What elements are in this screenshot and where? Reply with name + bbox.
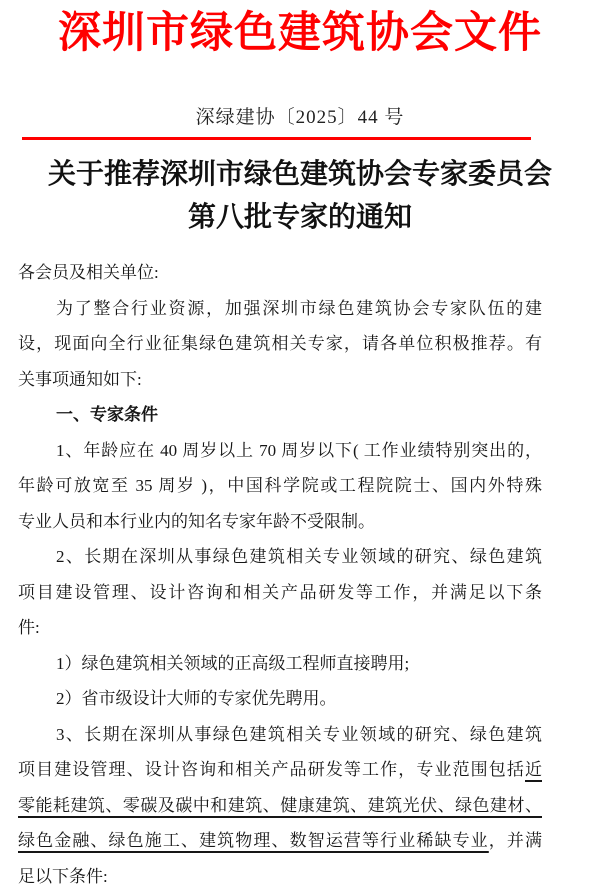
document-title-line-1: 关于推荐深圳市绿色建筑协会专家委员会 — [47, 159, 552, 190]
underlined-specialties-segment: 零能耗建筑、零碳及碳中和建筑、健康建筑、建筑光伏、绿色建材、 — [18, 795, 542, 815]
item-2-line: 项目建设管理、设计咨询和相关产品研发等工作，并满足以下条 — [18, 582, 542, 602]
item-1-line: 年龄可放宽至 35 周岁 )，中国科学院或工程院院士、国内外特殊 — [18, 476, 542, 495]
salutation-line: 各会员及相关单位: — [18, 263, 159, 282]
letterhead-banner: 深圳市绿色建筑协会文件 — [58, 10, 542, 57]
sub-item-1-line: 1）绿色建筑相关领域的正高级工程师直接聘用; — [56, 653, 410, 673]
item-3-text-segment: 项目建设管理、设计咨询和相关产品研发等工作，专业范围包括 — [18, 760, 525, 779]
item-3-line — [18, 788, 542, 824]
item-2-line: 件: — [18, 618, 40, 637]
item-3-line: 足以下条件: — [18, 866, 108, 884]
intro-paragraph-line: 关事项通知如下: — [18, 369, 142, 389]
document-body — [18, 255, 542, 884]
item-1-line: 专业人员和本行业内的知名专家年龄不受限制。 — [18, 511, 375, 531]
item-3-text-segment: ，并满 — [488, 831, 542, 850]
item-1-line: 1、年龄应在 40 周岁以上 70 周岁以下( 工作业绩特别突出的， — [56, 440, 542, 460]
document-title-line-2: 第八批专家的通知 — [187, 202, 412, 233]
underlined-specialties-segment: 绿色金融、绿色施工、建筑物理、数智运营等行业稀缺专业 — [18, 831, 489, 850]
document-number: 深绿建协〔2025〕44 号 — [195, 107, 405, 128]
intro-paragraph-line: 为了整合行业资源，加强深圳市绿色建筑协会专家队伍的建 — [56, 298, 542, 318]
red-divider-rule — [22, 137, 531, 140]
item-3-line: 3、长期在深圳从事绿色建筑相关专业领域的研究、绿色建筑 — [56, 724, 542, 744]
underlined-specialties-segment: 近 — [525, 760, 542, 779]
section-heading-expert-conditions: 一、专家条件 — [56, 405, 158, 424]
intro-paragraph-line: 设，现面向全行业征集绿色建筑相关专家，请各单位积极推荐。有 — [18, 334, 542, 353]
sub-item-2-line: 2）省市级设计大师的专家优先聘用。 — [56, 689, 337, 708]
item-3-line — [18, 752, 542, 788]
item-2-line: 2、长期在深圳从事绿色建筑相关专业领域的研究、绿色建筑 — [56, 547, 542, 566]
document-title — [0, 153, 600, 239]
item-3-line — [18, 823, 542, 859]
